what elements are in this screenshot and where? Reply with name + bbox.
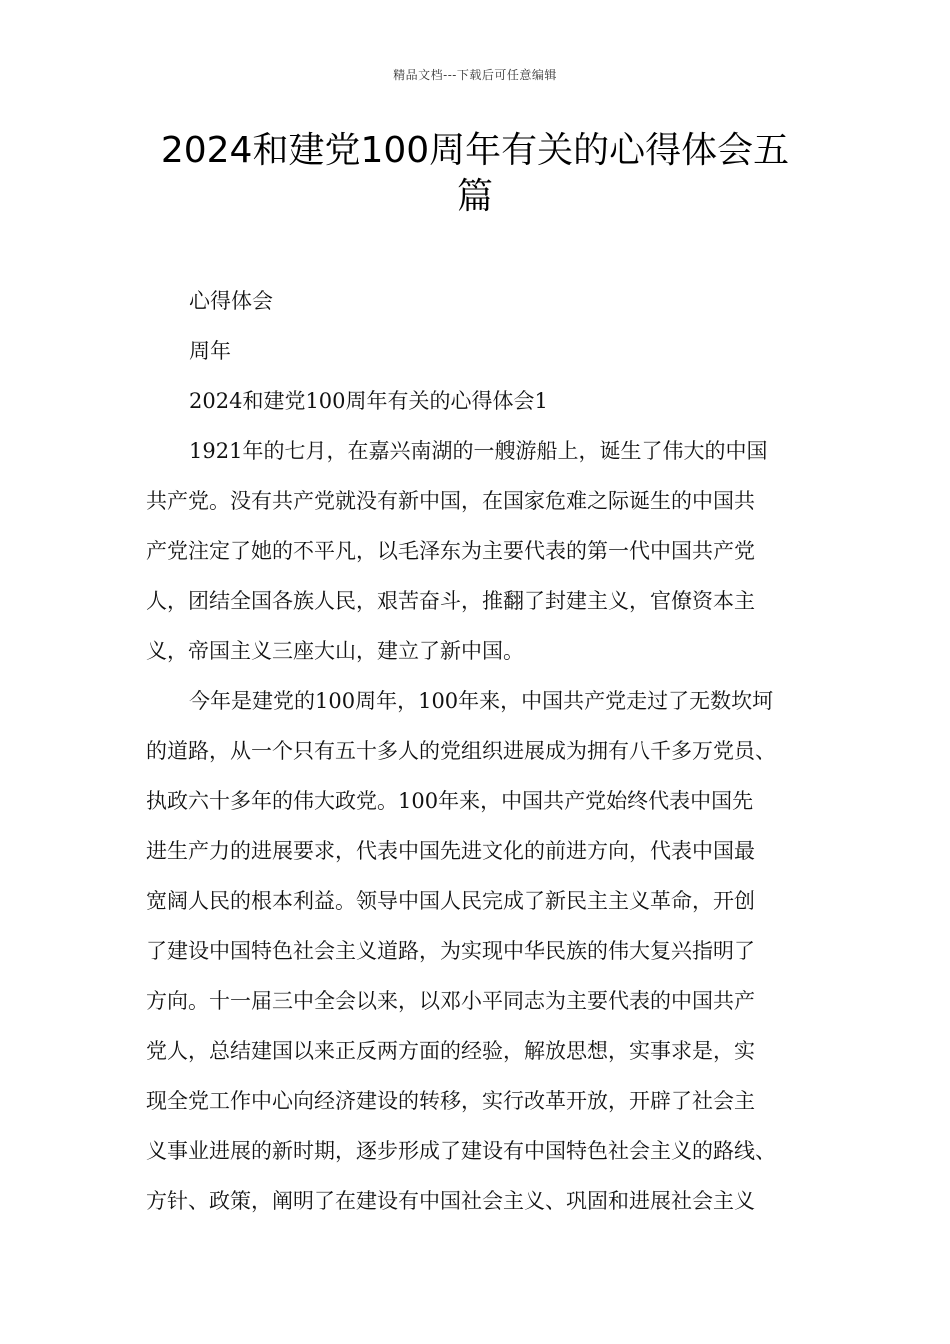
paragraph-line: 方向。十一届三中全会以来，以邓小平同志为主要代表的中国共产	[146, 989, 755, 1013]
section-label: 心得体会	[189, 289, 273, 313]
paragraph-line: 今年是建党的100周年，100年来，中国共产党走过了无数坎坷	[189, 689, 774, 713]
title-line-2: 篇	[456, 176, 493, 217]
paragraph-line: 人，团结全国各族人民，艰苦奋斗，推翻了封建主义，官僚资本主	[146, 589, 755, 613]
paragraph-line: 进生产力的进展要求，代表中国先进文化的前进方向，代表中国最	[146, 839, 755, 863]
paragraph-line: 产党注定了她的不平凡，以毛泽东为主要代表的第一代中国共产党	[146, 539, 755, 563]
paragraph-line: 现全党工作中心向经济建设的转移，实行改革开放，开辟了社会主	[146, 1089, 755, 1113]
title-line-1: 2024和建党100周年有关的心得体会五	[160, 130, 790, 171]
paragraph-line: 共产党。没有共产党就没有新中国，在国家危难之际诞生的中国共	[146, 489, 755, 513]
header-note: 精品文档---下载后可任意编辑	[393, 68, 557, 82]
paragraph-line: 方针、政策，阐明了在建设有中国社会主义、巩固和进展社会主义	[146, 1189, 755, 1213]
paragraph-line: 了建设中国特色社会主义道路，为实现中华民族的伟大复兴指明了	[146, 939, 755, 963]
paragraph-line: 宽阔人民的根本利益。领导中国人民完成了新民主主义革命，开创	[146, 889, 755, 913]
paragraph-line: 执政六十多年的伟大政党。100年来，中国共产党始终代表中国先	[146, 789, 754, 813]
page-title	[120, 128, 830, 220]
document-body	[146, 276, 810, 1226]
paragraph-line: 1921年的七月，在嘉兴南湖的一艘游船上，诞生了伟大的中国	[189, 439, 768, 463]
paragraph-line: 义，帝国主义三座大山，建立了新中国。	[146, 639, 524, 663]
paragraph-line: 义事业进展的新时期，逐步形成了建设有中国特色社会主义的路线、	[146, 1139, 776, 1163]
section-label: 周年	[189, 339, 231, 363]
paragraph-line: 的道路，从一个只有五十多人的党组织进展成为拥有八千多万党员、	[146, 739, 776, 763]
paragraph-line: 党人，总结建国以来正反两方面的经验，解放思想，实事求是，实	[146, 1039, 755, 1063]
section-heading: 2024和建党100周年有关的心得体会1	[189, 389, 548, 413]
